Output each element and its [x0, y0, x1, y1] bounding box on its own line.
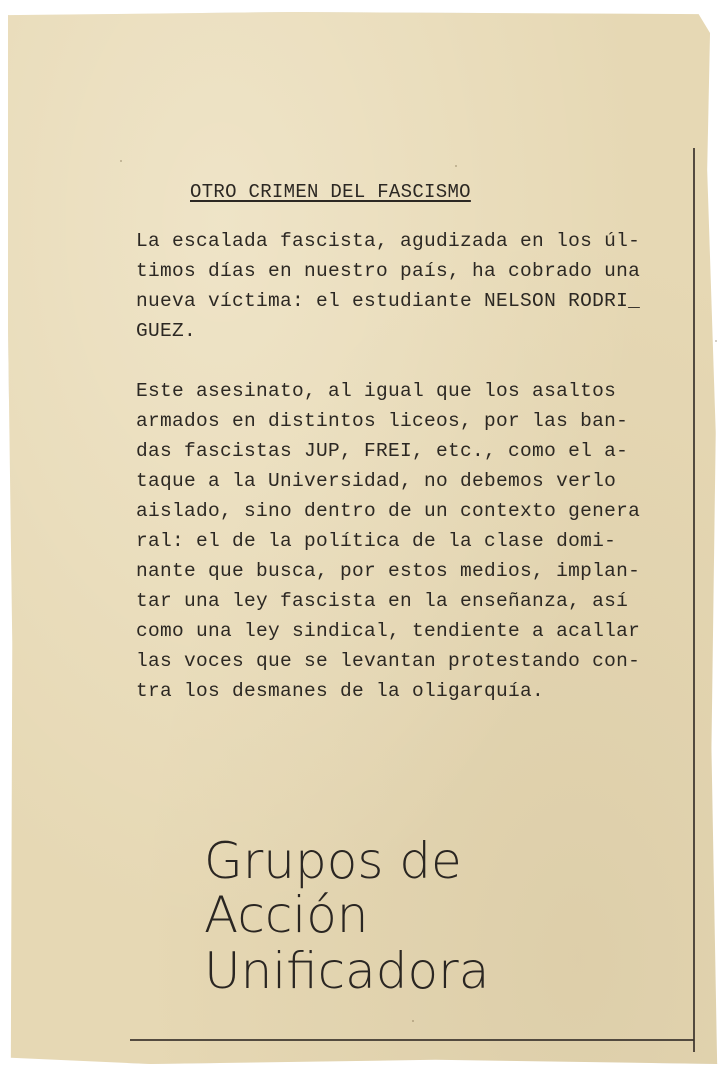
- document-title: OTRO CRIMEN DEL FASCISMO: [190, 181, 471, 203]
- paragraph-1: [136, 226, 716, 346]
- text-line: aislado, sino dentro de un contexto genera: [136, 500, 641, 522]
- text-line: nueva víctima: el estudiante NELSON RODRI_: [136, 290, 641, 312]
- text-line: taque a la Universidad, no debemos verlo: [136, 470, 617, 492]
- text-line: GUEZ.: [136, 320, 197, 342]
- text-line: como una ley sindical, tendiente a acallar: [136, 620, 641, 642]
- text-line: timos días en nuestro país, ha cobrado una: [136, 260, 641, 282]
- text-line: las voces que se levantan protestando con-: [136, 650, 641, 672]
- text-line: nante que busca, por estos medios, implan-: [136, 560, 641, 582]
- paper-speck: [412, 1020, 414, 1022]
- signature-line: Grupos de: [204, 832, 462, 890]
- text-line: armados en distintos liceos, por las ban-: [136, 410, 629, 432]
- text-line: tar una ley fascista en la enseñanza, así: [136, 590, 629, 612]
- paragraph-2: [136, 376, 716, 706]
- text-line: Este asesinato, al igual que los asaltos: [136, 380, 617, 402]
- text-line: La escalada fascista, agudizada en los úl-: [136, 230, 641, 252]
- paper-speck: [455, 165, 457, 167]
- signature-line: Acción: [204, 886, 369, 944]
- paper-speck: [120, 160, 122, 162]
- text-line: das fascistas JUP, FREI, etc., como el a-: [136, 440, 629, 462]
- handwritten-signature: [200, 800, 500, 1000]
- bottom-border-line: [130, 1039, 694, 1041]
- text-line: tra los desmanes de la oligarquía.: [136, 680, 545, 702]
- text-line: ral: el de la política de la clase domi-: [136, 530, 617, 552]
- signature-line: Unificadora: [204, 942, 490, 1000]
